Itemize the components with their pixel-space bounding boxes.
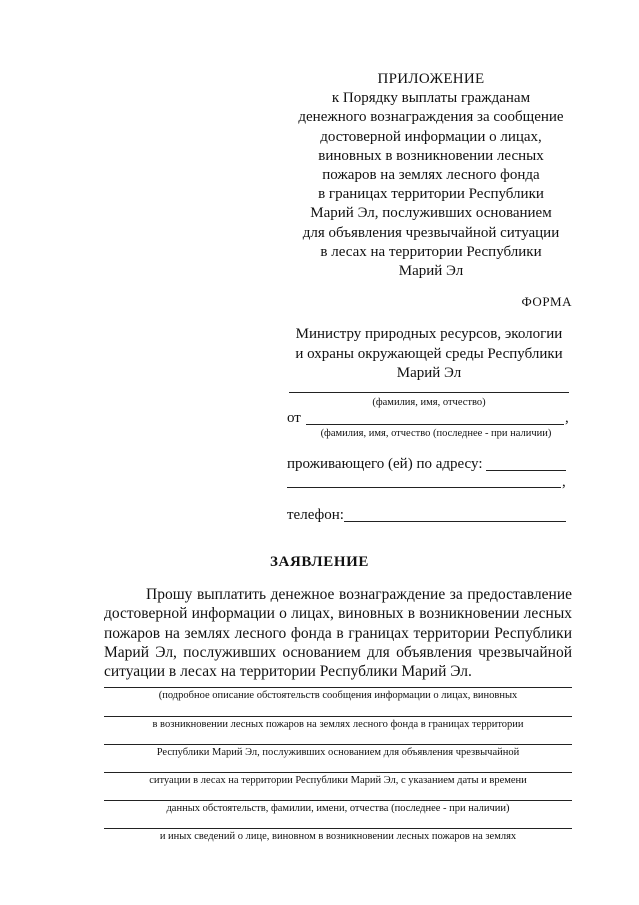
recipient-fio-line[interactable] [289, 392, 569, 393]
description-caption: (подробное описание обстоятельств сообщения информации о лицах, виновных [158, 690, 518, 701]
address-line-1[interactable] [486, 470, 566, 471]
description-line[interactable] [104, 800, 572, 801]
appendix-line: Марий Эл [398, 263, 464, 280]
statement-paragraph: Прошу выплатить денежное вознаграждение за предоставление достоверной информации о лицах, виновных в возникновении лесных пожаров на землях лесного фонда в границах территории Республики Марий Эл, послуживших основанием для объявления чрезвычайной ситуации в лесах на территории Республики Марий Эл. [104, 586, 572, 681]
appendix-line: в лесах на территории Республики [320, 243, 542, 260]
appendix-line: денежного вознаграждения за сообщение [298, 109, 564, 126]
description-caption: Республики Марий Эл, послуживших основанием для объявления чрезвычайной [156, 747, 520, 758]
form-label: ФОРМА [521, 294, 572, 309]
phone-line[interactable] [344, 521, 566, 522]
appendix-line: к Порядку выплаты гражданам [331, 90, 531, 107]
address-line-2[interactable] [287, 487, 561, 488]
addressee-line: Марий Эл [396, 365, 462, 381]
from-comma: , [565, 410, 569, 426]
description-line[interactable] [104, 716, 572, 717]
addressee-line: Министру природных ресурсов, экологии [295, 326, 563, 342]
appendix-line: для объявления чрезвычайной ситуации [302, 224, 560, 241]
address-label: проживающего (ей) по адресу: [287, 456, 483, 472]
description-line[interactable] [104, 687, 572, 688]
description-caption: данных обстоятельств, фамилии, имени, отчества (последнее - при наличии) [166, 803, 510, 814]
appendix-line: пожаров на землях лесного фонда [322, 167, 540, 184]
description-caption: ситуации в лесах на территории Республики Марий Эл, с указанием даты и времени [149, 775, 527, 786]
appendix-line: виновных в возникновении лесных [318, 147, 544, 164]
addressee-line: и охраны окружающей среды Республики [295, 345, 563, 362]
appendix-block [290, 70, 572, 281]
description-caption: в возникновении лесных пожаров на землях лесного фонда в границах территории [152, 719, 524, 730]
description-line[interactable] [104, 744, 572, 745]
appendix-line: Марий Эл, послуживших основанием [310, 205, 552, 222]
from-label: от [287, 410, 301, 426]
statement-body [104, 585, 572, 681]
phone-label: телефон: [287, 507, 344, 523]
statement-heading: ЗАЯВЛЕНИЕ [270, 554, 369, 570]
addressee-block [284, 325, 574, 384]
applicant-fio-line[interactable] [306, 424, 564, 425]
recipient-fio-caption: (фамилия, имя, отчество) [372, 397, 486, 408]
appendix-title: ПРИЛОЖЕНИЕ [377, 71, 485, 87]
description-line[interactable] [104, 828, 572, 829]
appendix-line: достоверной информации о лицах, [320, 128, 542, 145]
applicant-fio-caption: (фамилия, имя, отчество (последнее - при наличии) [320, 428, 552, 439]
description-caption: и иных сведений о лице, виновном в возникновении лесных пожаров на землях [159, 831, 517, 842]
address-comma: , [562, 474, 566, 490]
description-line[interactable] [104, 772, 572, 773]
appendix-line: в границах территории Республики [318, 186, 544, 203]
